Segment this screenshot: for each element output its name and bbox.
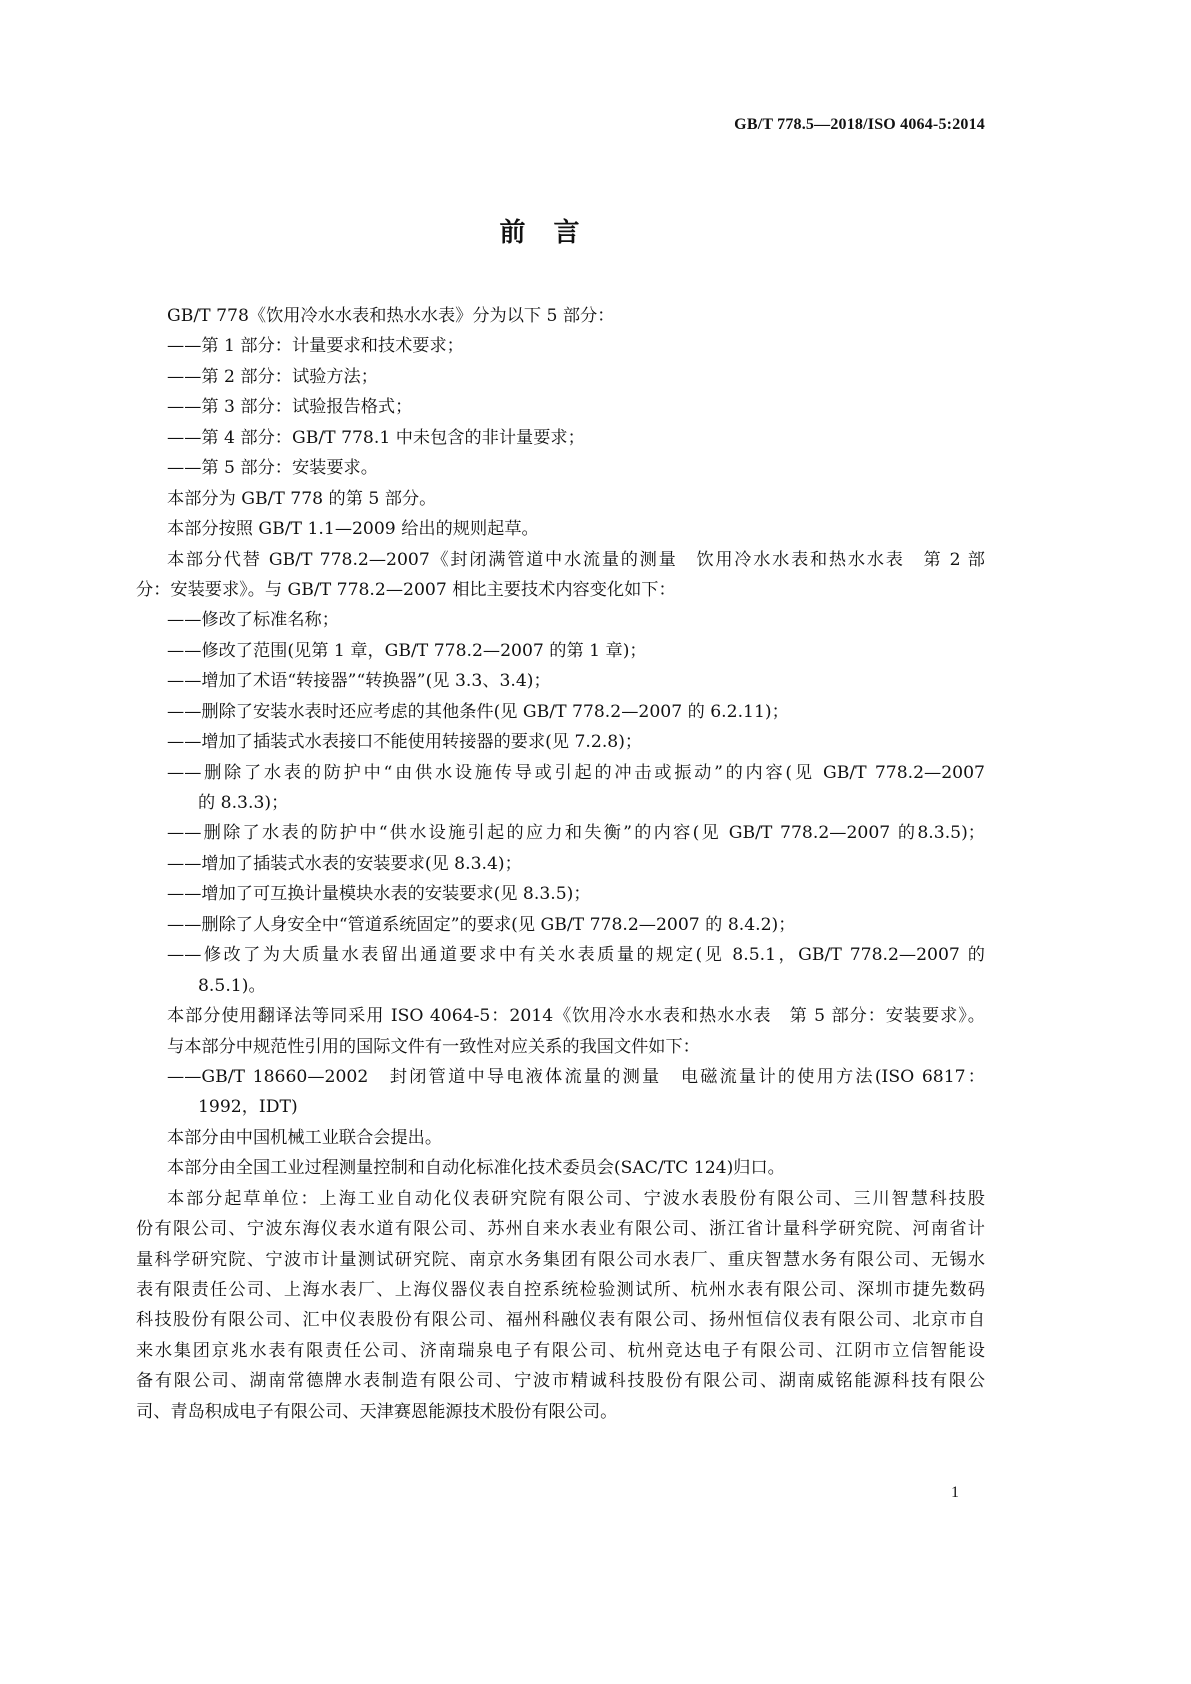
text-line: 8.5.1)。	[198, 975, 266, 996]
text-line: ——修改了范围(见第 1 章，GB/T 778.2—2007 的第 1 章)；	[167, 640, 647, 661]
text-line: ——增加了插装式水表接口不能使用转接器的要求(见 7.2.8)；	[167, 732, 643, 753]
text-line: 分：安装要求》。与 GB/T 778.2—2007 相比主要技术内容变化如下：	[136, 579, 676, 600]
text-line: 1992，IDT)	[198, 1097, 298, 1118]
text-line: GB/T 778《饮用冷水水表和热水水表》分为以下 5 部分：	[167, 306, 615, 326]
text-line: 科技股份有限公司、汇中仪表股份有限公司、福州科融仪表有限公司、扬州恒信仪表有限公司、北京市自	[136, 1310, 985, 1331]
foreword-body	[136, 301, 985, 1427]
standard-code-header: GB/T 778.5—2018/ISO 4064-5:2014	[734, 116, 985, 133]
text-line: 本部分按照 GB/T 1.1—2009 给出的规则起草。	[167, 519, 539, 540]
page-title: 前言	[499, 218, 608, 248]
text-line: ——第 5 部分：安装要求。	[167, 458, 378, 479]
text-line: ——第 2 部分：试验方法；	[167, 366, 378, 387]
text-line: 量科学研究院、宁波市计量测试研究院、南京水务集团有限公司水表厂、重庆智慧水务有限公司、无锡水	[136, 1249, 985, 1270]
text-line: 的 8.3.3)；	[198, 793, 289, 813]
text-line: ——修改了标准名称；	[167, 610, 339, 631]
text-line: ——删除了水表的防护中“供水设施引起的应力和失衡”的内容(见 GB/T 778.2—2007 的8.3.5)；	[167, 823, 985, 844]
text-line: 本部分起草单位：上海工业自动化仪表研究院有限公司、宁波水表股份有限公司、三川智慧科技股	[167, 1188, 985, 1209]
text-line: ——第 3 部分：试验报告格式；	[167, 397, 413, 418]
text-line: 与本部分中规范性引用的国际文件有一致性对应关系的我国文件如下：	[167, 1036, 700, 1057]
text-line: ——第 4 部分：GB/T 778.1 中未包含的非计量要求；	[167, 427, 585, 448]
text-line: ——GB/T 18660—2002 封闭管道中导电液体流量的测量 电磁流量计的使用方法(ISO 6817：	[167, 1066, 985, 1087]
text-line: ——修改了为大质量水表留出通道要求中有关水表质量的规定(见 8.5.1，GB/T 778.2—2007 的	[167, 945, 985, 966]
text-line: ——增加了术语“转接器”“转换器”(见 3.3、3.4)；	[167, 671, 551, 692]
text-line: ——增加了可互换计量模块水表的安装要求(见 8.3.5)；	[167, 884, 591, 905]
text-line: 本部分代替 GB/T 778.2—2007《封闭满管道中水流量的测量 饮用冷水水表和热水水表 第 2 部	[167, 549, 985, 570]
text-line: 份有限公司、宁波东海仪表水道有限公司、苏州自来水表业有限公司、浙江省计量科学研究院、河南省计	[136, 1219, 985, 1240]
page-number: 1	[951, 1484, 959, 1501]
text-line: ——增加了插装式水表的安装要求(见 8.3.4)；	[167, 853, 522, 874]
text-line: 来水集团京兆水表有限责任公司、济南瑞泉电子有限公司、杭州竞达电子有限公司、江阴市立信智能设	[136, 1340, 985, 1361]
text-line: ——第 1 部分：计量要求和技术要求；	[167, 336, 464, 357]
text-line: 本部分使用翻译法等同采用 ISO 4064-5：2014《饮用冷水水表和热水水表 第 5 部分：安装要求》。	[167, 1006, 985, 1027]
text-line: ——删除了水表的防护中“由供水设施传导或引起的冲击或振动”的内容(见 GB/T 778.2—2007	[167, 762, 985, 783]
text-line: ——删除了安装水表时还应考虑的其他条件(见 GB/T 778.2—2007 的 6.2.11)；	[167, 701, 789, 722]
text-line: 司、青岛积成电子有限公司、天津赛恩能源技术股份有限公司。	[136, 1401, 618, 1422]
text-line: ——删除了人身安全中“管道系统固定”的要求(见 GB/T 778.2—2007 的 8.4.2)；	[167, 914, 796, 935]
text-line: 本部分为 GB/T 778 的第 5 部分。	[167, 488, 437, 509]
text-line: 表有限责任公司、上海水表厂、上海仪器仪表自控系统检验测试所、杭州水表有限公司、深圳市捷先数码	[136, 1280, 985, 1300]
text-line: 本部分由中国机械工业联合会提出。	[167, 1127, 443, 1148]
text-line: 本部分由全国工业过程测量控制和自动化标准化技术委员会(SAC/TC 124)归口。	[167, 1158, 785, 1179]
text-line: 备有限公司、湖南常德牌水表制造有限公司、宁波市精诚科技股份有限公司、湖南威铭能源科技有限公	[136, 1371, 985, 1392]
